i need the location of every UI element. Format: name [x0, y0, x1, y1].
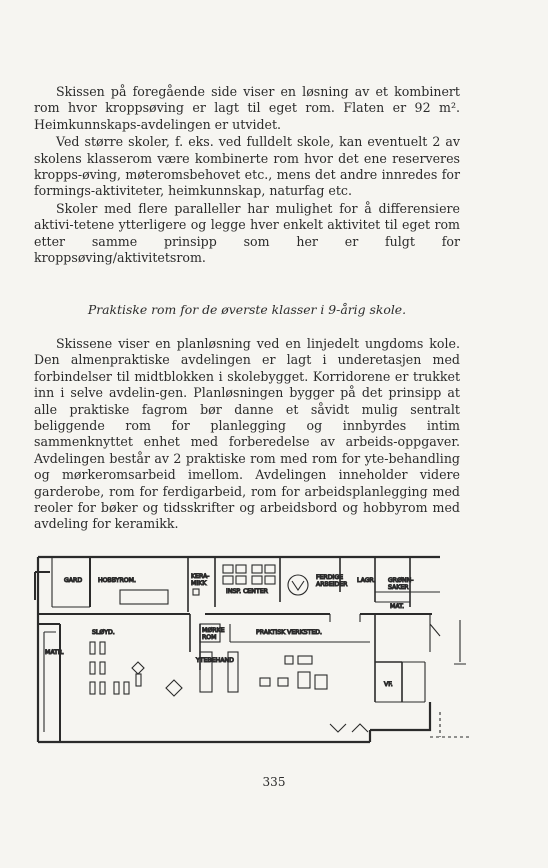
paragraph: Skoler med flere paralleller har mulighet for å differensiere aktivi-tetene ytterligere og legge hver enkelt aktivitet til eget rom etter samme prinsipp som her er fulgt for kroppsøving/aktivitetsrom. — [34, 200, 460, 266]
intro-text-block — [34, 84, 460, 266]
plan-label-insp-center: INSP. CENTER — [226, 588, 268, 595]
paragraph: Skissene viser en planløsning ved en linjedelt ungdoms kole. Den almenpraktiske avdelingen er lagt i underetasjen med forbindelser til midtblokken i skolebygget. Korridorene er trukket inn i selve avdelin-gen. Planløsningen bygger på det prinsipp at alle praktiske fagrom bør danne et såvidt mulig sentralt beliggende rom for planlegging og innbyrdes intim sammenknyttet enhet med forberedelse av arbeids-oppgaver. Avdelingen består av 2 praktiske rom med rom for yte-behandling og mørkeromsarbeid imellom. Avdelingen inneholder videre garderobe, rom for ferdigarbeid, rom for arbeidsplanlegging med reoler for bøker og tidsskrifter og arbeidsbord og hobbyrom med avdeling for keramikk. — [34, 336, 460, 532]
body-text-block — [34, 336, 460, 533]
plan-label-matr: MATR. — [45, 649, 64, 656]
plan-label-mat: MAT. — [390, 603, 405, 610]
plan-label-morkerom: ROM — [202, 634, 217, 641]
plan-label-ytebehandling: YTEBEHAND — [196, 657, 234, 664]
page-number: 335 — [262, 775, 286, 789]
plan-label-vf: VF. — [384, 681, 393, 688]
plan-label-gronnsaker: GRØNN- — [388, 577, 414, 584]
plan-label-hobbyrom: HOBBYROM. — [98, 577, 136, 584]
plan-label-ferdige: FERDIGE — [316, 574, 344, 581]
section-heading: Praktiske rom for de øverste klasser i 9-årig skole. — [87, 302, 407, 317]
plan-label-sloyd: SLØYD. — [92, 629, 115, 636]
plan-label-praktisk-verksted: PRAKTISK VERKSTED. — [256, 629, 322, 636]
paragraph: Skissen på foregående side viser en løsning av et kombinert rom hvor kroppsøving er lagt til eget rom. Flaten er 92 m². Heimkunnskaps-avdelingen er utvidet. — [34, 84, 460, 132]
plan-label-keramikk: KERA- — [191, 573, 210, 580]
plan-label-ferdige: ARBEIDER — [316, 581, 348, 588]
plan-label-gard: GARD — [64, 577, 83, 584]
paragraph: Ved større skoler, f. eks. ved fulldelt skole, kan eventuelt 2 av skolens klasserom være kombinerte rom hvor det ene reserveres kropps-øving, møteromsbehovet etc., mens det andre innredes for formings-aktiviteter, heimkunnskap, naturfag etc. — [34, 134, 460, 199]
floor-plan-drawing — [30, 552, 475, 752]
plan-label-lager: LAGR. — [357, 577, 376, 584]
plan-label-keramikk: MIKK — [191, 580, 207, 587]
plan-label-gronnsaker: SAKER — [388, 584, 409, 591]
plan-label-morkerom: MØRKE — [202, 627, 225, 634]
